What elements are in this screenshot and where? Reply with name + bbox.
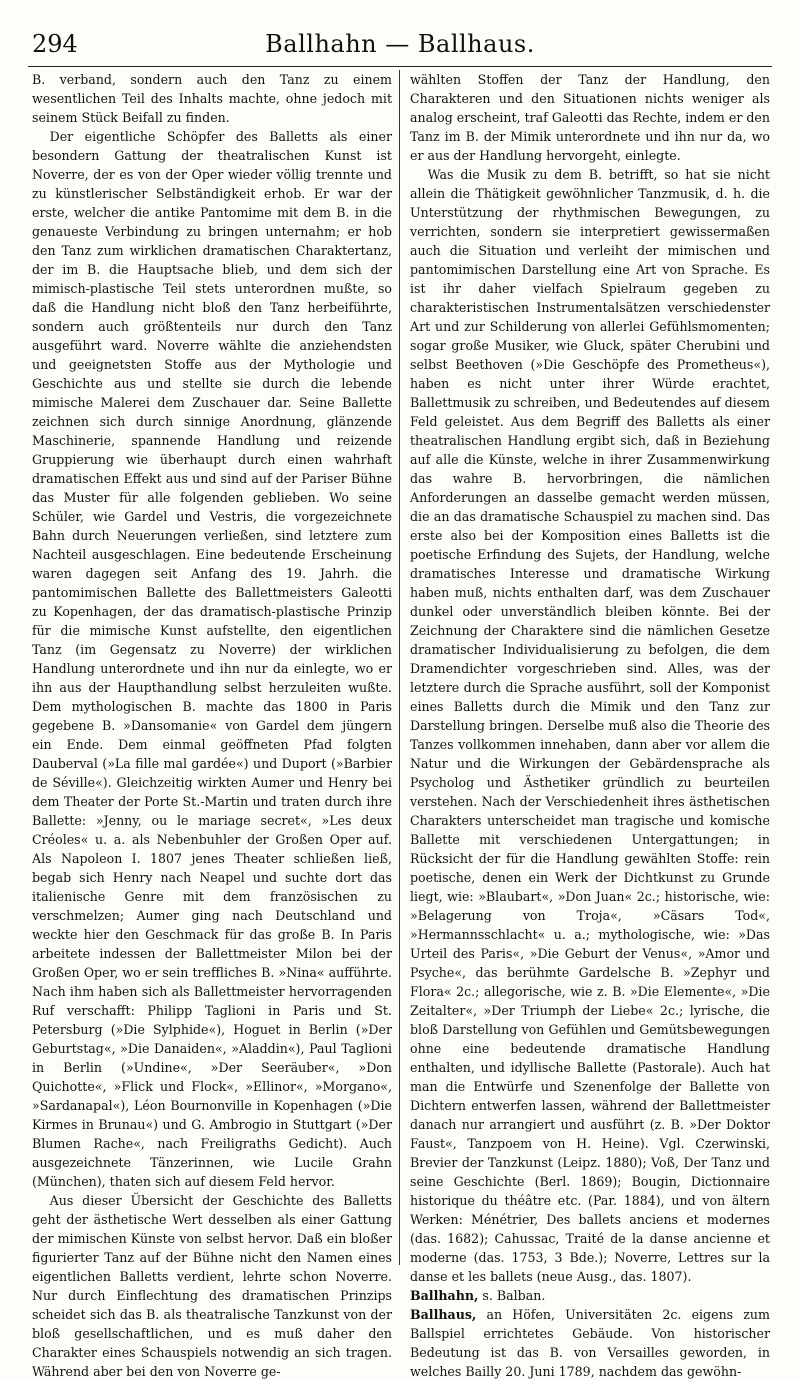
paragraph: wählten Stoffen der Tanz der Handlung, den Charakteren und den Situationen nichts weniger als analog erscheint, traf Galeotti das Rechte, indem er den Tanz im B. der Mimik unterordnete und ihn nur da, wo er aus der Handlung hervorgeht, einlegte. xyxy=(410,72,770,163)
dictionary-entry xyxy=(410,1305,770,1381)
dictionary-entry xyxy=(410,1286,770,1305)
paragraph: Der eigentliche Schöpfer des Balletts als einer besondern Gattung der theatralischen Kunst ist Noverre, der es von der Oper wieder völlig trennte und zu künstlerischer Selbständigkeit erhob. Er war der erste, welcher die antike Pantomime mit dem B. in die genaueste Verbindung zu bringen unternahm; er hob den Tanz zum wirklichen dramatischen Charaktertanz, der im B. die Hauptsache blieb, und dem sich der mimisch-plastische Teil stets unterordnen mußte, so daß die Handlung nicht bloß den Tanz herbeiführte, sondern auch größtenteils nur durch den Tanz ausgeführt ward. Noverre wählte die anziehendsten und geeignetsten Stoffe aus der Mythologie und Geschichte aus und stellte sie durch die lebende mimische Malerei dem Zuschauer dar. Seine Ballette zeichnen sich durch sinnige Anordnung, glänzende Maschinerie, spannende Handlung und reizende Gruppierung wie überhaupt durch einen wahrhaft dramatischen Effekt aus und sind auf der Pariser Bühne das Muster für alle folgenden geblieben. Wo seine Schüler, wie Gardel und Vestris, die vorgezeichnete Bahn durch Neuerungen verließen, sind letztere zum Nachteil ausgeschlagen. Eine bedeutende Erscheinung waren dagegen seit Anfang des 19. Jahrh. die pantomimischen Ballette des Ballettmeisters Galeotti zu Kopenhagen, der das dramatisch-plastische Prinzip für die mimische Kunst aufstellte, den eigentlichen Tanz (im Gegensatz zu Noverre) der wirklichen Handlung unterordnete und ihn nur da einlegte, wo er ihn aus der Haupthandlung selbst herzuleiten wußte. Dem mythologischen B. machte das 1800 in Paris gegebene B. »Dansomanie« von Gardel dem jüngern ein Ende. Dem einmal geöffneten Pfad folgten Dauberval (»La fille mal gardée«) und Duport (»Barbier de Séville«). Gleichzeitig wirkten Aumer und Henry bei dem Theater der Porte St.-Martin und traten durch ihre Ballette: »Jenny, ou le mariage secret«, »Les deux Créoles« u. a. als Nebenbuhler der Großen Oper auf. Als Napoleon I. 1807 jenes Theater schließen ließ, begab sich Henry nach Neapel und suchte dort das italienische Genre mit dem französischen zu verschmelzen; Aumer ging nach Deutschland und weckte hier den Geschmack für das große B. In Paris arbeitete indessen der Ballettmeister Milon bei der Großen Oper, wo er sein treffliches B. »Nina« aufführte. Nach ihm haben sich als Ballettmeister hervorragenden Ruf verschafft: Philipp Taglioni in Paris und St. Petersburg (»Die Sylphide«), Hoguet in Berlin (»Der Geburtstag«, »Die Danaiden«, »Aladdin«), Paul Taglioni in Berlin (»Undine«, »Der Seeräuber«, »Don Quichotte«, »Flick und Flock«, »Ellinor«, »Morgano«, »Sardanapal«), Léon Bournonville in Kopenhagen (»Die Kirmes in Brunau«) und G. Ambrogio in Stuttgart (»Der Blumen Rache«, nach Freiligraths Gedicht). Auch ausgezeichnete Tänzerinnen, wie Lucile Grahn (München), thaten sich auf diesem Feld hervor. xyxy=(32,129,392,1189)
entry-headword: Ballhahn, xyxy=(410,1288,479,1303)
right-column xyxy=(410,70,770,1379)
column-divider xyxy=(399,70,400,1265)
page-number: 294 xyxy=(32,30,78,58)
running-title: Ballhahn — Ballhaus. xyxy=(265,30,535,58)
header-rule xyxy=(28,66,772,67)
entry-headword: Ballhaus, xyxy=(410,1307,477,1322)
paragraph: Aus dieser Übersicht der Geschichte des Balletts geht der ästhetische Wert desselben als einer Gattung der mimischen Künste von selbst hervor. Daß ein bloßer figurierter Tanz auf der Bühne nicht den Namen eines eigentlichen Balletts verdient, lehrte schon Noverre. Nur durch Einflechtung des dramatischen Prinzips scheidet sich das B. als theatralische Tanzkunst von der bloß gesellschaftlichen, und es muß daher den Charakter eines Schauspiels notwendig an sich tragen. Während aber bei den von Noverre ge- xyxy=(32,1193,392,1379)
entry-text: s. Balban. xyxy=(478,1288,546,1303)
paragraph: Was die Musik zu dem B. betrifft, so hat sie nicht allein die Thätigkeit gewöhnlicher Tanzmusik, d. h. die Unterstützung der rhythmischen Bewegungen, zu verrichten, sondern sie interpretiert gewissermaßen auch die Situation und verleiht der mimischen und pantomimischen Darstellung eine Art von Sprache. Es ist ihr daher vielfach Spielraum gegeben zu charakteristischen Instrumentalsätzen verschiedenster Art und zur Schilderung von allerlei Gefühlsmomenten; sogar große Musiker, wie Gluck, später Cherubini und selbst Beethoven (»Die Geschöpfe des Prometheus«), haben es nicht unter ihrer Würde erachtet, Ballettmusik zu schreiben, und Bedeutendes auf diesem Feld geleistet. Aus dem Begriff des Balletts als einer theatralischen Handlung ergibt sich, daß in Beziehung auf alle die Künste, welche in ihrer Zusammenwirkung das wahre B. hervorbringen, die nämlichen Anforderungen an dasselbe gemacht werden müssen, die an das dramatische Schauspiel zu machen sind. Das erste also bei der Komposition eines Balletts ist die poetische Erfindung des Sujets, der Handlung, welche dramatisches Interesse und dramatische Wirkung haben muß, nichts enthalten darf, was dem Zuschauer dunkel oder unverständlich bleiben könnte. Bei der Zeichnung der Charaktere sind die nämlichen Gesetze dramatischer Individualisierung zu befolgen, die dem Dramendichter vorgeschrieben sind. Alles, was der letztere durch die Sprache ausführt, soll der Komponist eines Balletts durch die Mimik und den Tanz zur Darstellung bringen. Derselbe muß also die Theorie des Tanzes vollkommen innehaben, dann aber vor allem die Natur und die Wirkungen der Gebärdensprache als Psycholog und Ästhetiker gründlich zu beurteilen verstehen. Nach der Verschiedenheit ihres ästhetischen Charakters unterscheidet man tragische und komische Ballette mit verschiedenen Untergattungen; in Rücksicht der für die Handlung gewählten Stoffe: rein poetische, denen ein Werk der Dichtkunst zu Grunde liegt, wie: »Blaubart«, »Don Juan« 2c.; historische, wie: »Belagerung von Troja«, »Cäsars Tod«, »Hermannsschlacht« u. a.; mythologische, wie: »Das Urteil des Paris«, »Die Geburt der Venus«, »Amor und Psyche«, das berühmte Gardelsche B. »Zephyr und Flora« 2c.; allegorische, wie z. B. »Die Elemente«, »Die Zeitalter«, »Der Triumph der Liebe« 2c.; lyrische, die bloß Darstellung von Gefühlen und Gemütsbewegungen ohne eine bedeutende dramatische Handlung enthalten, und idyllische Ballette (Pastorale). Auch hat man die Entwürfe und Szenenfolge der Ballette von Dichtern entwerfen lassen, während der Ballettmeister danach nur arrangiert und ausführt (z. B. »Der Doktor Faust«, Tanzpoem von H. Heine). Vgl. Czerwinski, Brevier der Tanzkunst (Leipz. 1880); Voß, Der Tanz und seine Geschichte (Berl. 1869); Bougin, Dictionnaire historique du théâtre etc. (Par. 1884), und von ältern Werken: Ménétrier, Des ballets anciens et modernes (das. 1682); Cahussac, Traité de la danse ancienne et moderne (das. 1753, 3 Bde.); Noverre, Lettres sur la danse et les ballets (neue Ausg., das. 1807). xyxy=(410,167,770,1284)
entry-text: an Höfen, Universitäten 2c. eigens zum Ballspiel errichtetes Gebäude. Von historischer Bedeutung ist das B. von Versailles geworden, in welches Bailly 20. Juni 1789, nachdem das gewöhn- xyxy=(410,1307,770,1379)
page-header xyxy=(28,22,772,62)
paragraph: B. verband, sondern auch den Tanz zu einem wesentlichen Teil des Inhalts machte, ohne jedoch mit seinem Stück Beifall zu finden. xyxy=(32,72,392,125)
left-column xyxy=(32,70,392,1379)
